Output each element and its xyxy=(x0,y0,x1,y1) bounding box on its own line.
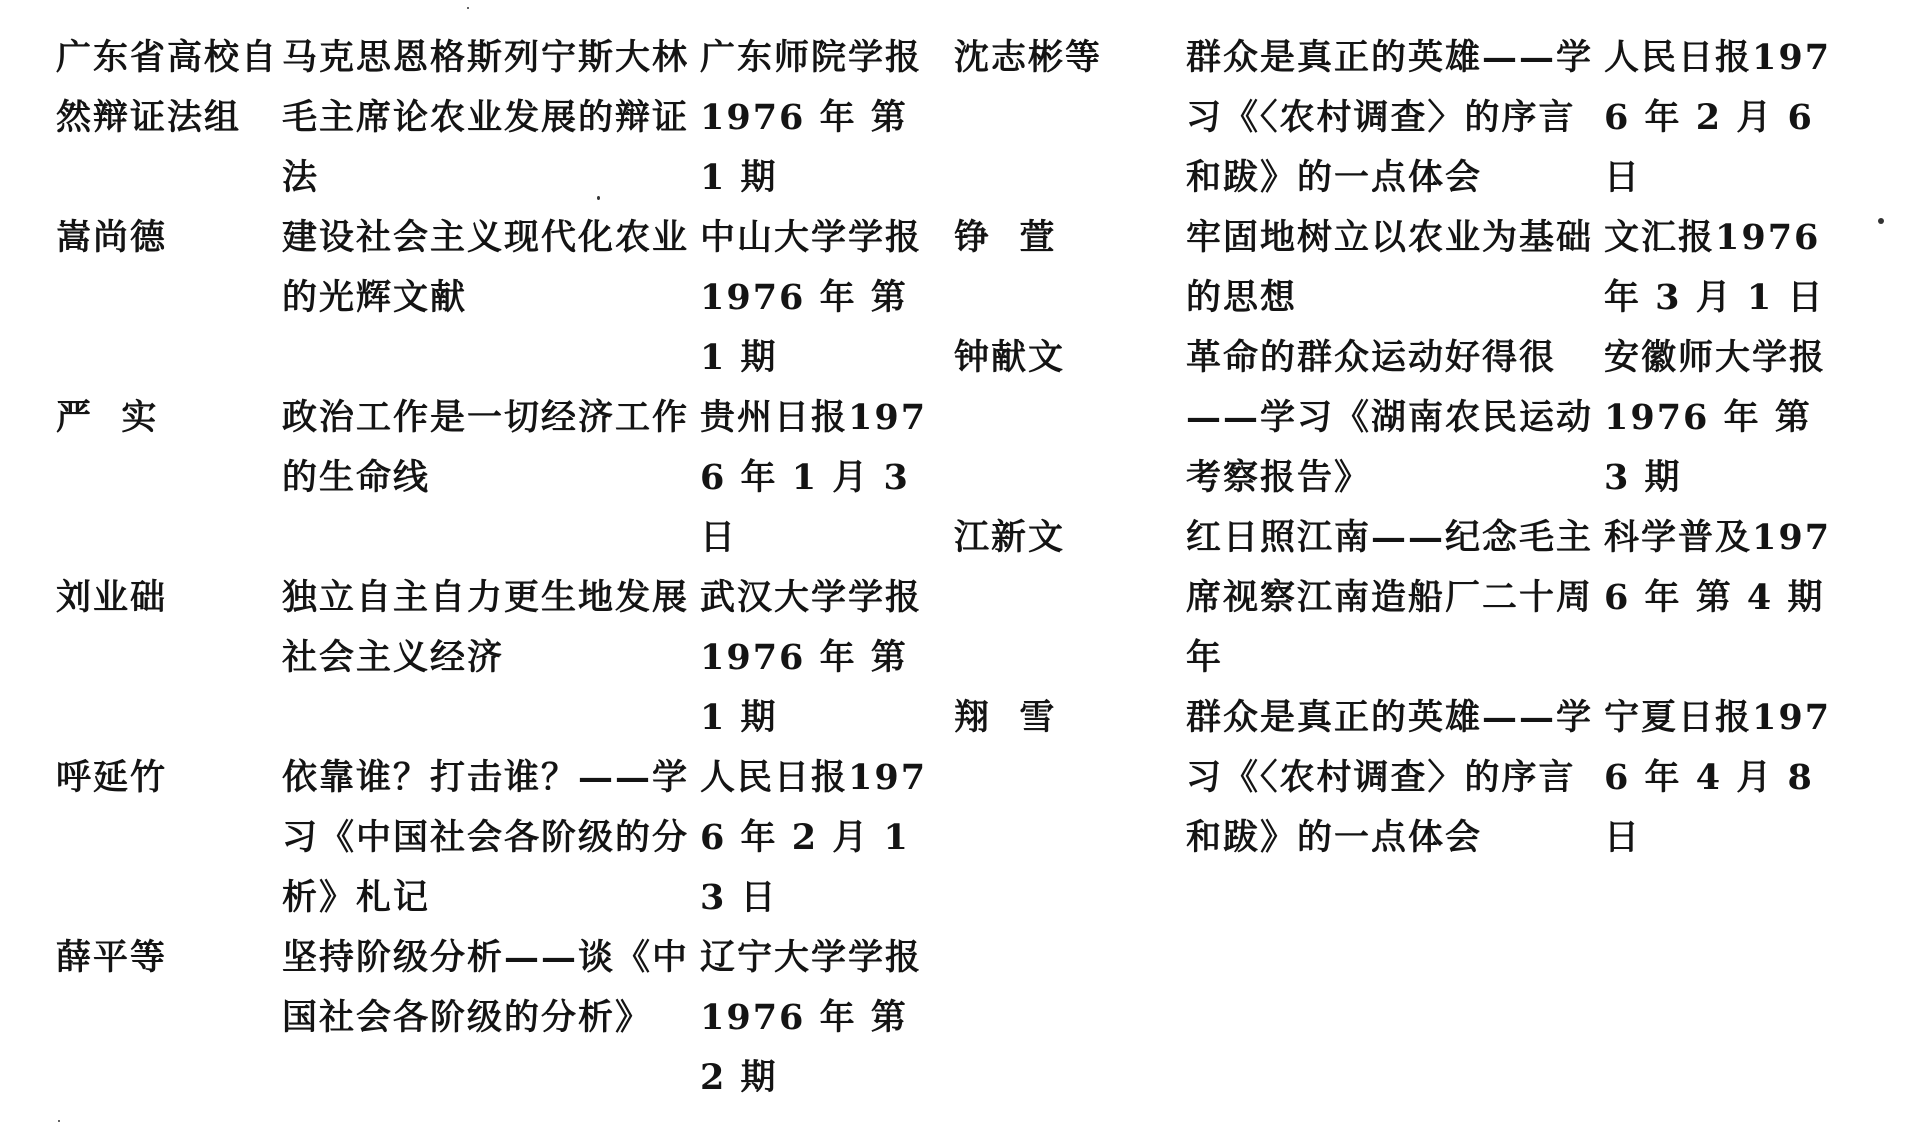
entry-author: 广东省高校自然辩证法组 xyxy=(56,37,279,138)
entry-title: 独立自主自力更生地发展社会主义经济 xyxy=(282,577,690,678)
entry-source: 人民日报1976 年 2 月 6 日 xyxy=(1604,37,1832,198)
entry-title: 依靠谁？打击谁？——学习《中国社会各阶级的分析》札记 xyxy=(282,757,690,918)
entry-source: 中山大学学报1976 年 第 1 期 xyxy=(700,217,923,378)
left-listing xyxy=(56,28,930,1108)
bibliography-entry xyxy=(954,208,1834,328)
entry-author: 翔 雪 xyxy=(954,697,1057,738)
bibliography-entry xyxy=(56,388,930,568)
entry-author: 铮 萱 xyxy=(954,217,1057,258)
entry-title: 政治工作是一切经济工作的生命线 xyxy=(282,397,690,498)
scan-speck xyxy=(1878,218,1884,224)
entry-author: 沈志彬等 xyxy=(954,37,1103,78)
entry-title: 群众是真正的英雄——学习《〈农村调查〉的序言和跋》的一点体会 xyxy=(1186,697,1594,858)
entry-source: 贵州日报1976 年 1 月 3 日 xyxy=(700,397,928,558)
bibliography-entry xyxy=(954,508,1834,688)
entry-title: 马克思恩格斯列宁斯大林毛主席论农业发展的辩证法 xyxy=(282,37,690,198)
entry-author: 呼延竹 xyxy=(56,757,168,798)
entry-title: 牢固地树立以农业为基础的思想 xyxy=(1186,217,1594,318)
bibliography-entry xyxy=(56,208,930,388)
entry-author: 严 实 xyxy=(56,397,159,438)
bibliography-entry xyxy=(954,328,1834,508)
entry-author: 钟献文 xyxy=(954,337,1066,378)
entry-author: 嵩尚德 xyxy=(56,217,168,258)
entry-title: 坚持阶级分析——谈《中国社会各阶级的分析》 xyxy=(282,937,690,1038)
bibliography-entry xyxy=(56,28,930,208)
scan-speck xyxy=(467,7,469,9)
entry-author: 刘业础 xyxy=(56,577,168,618)
bibliography-entry xyxy=(56,928,930,1108)
entry-source: 辽宁大学学报1976 年 第 2 期 xyxy=(700,937,923,1098)
entry-source: 武汉大学学报1976 年 第 1 期 xyxy=(700,577,923,738)
bibliography-entry xyxy=(954,28,1834,208)
entry-source: 宁夏日报1976 年 4 月 8 日 xyxy=(1604,697,1832,858)
bibliography-entry xyxy=(954,688,1834,868)
entry-author: 薛平等 xyxy=(56,937,168,978)
entry-title: 建设社会主义现代化农业的光辉文献 xyxy=(282,217,690,318)
entry-source: 人民日报1976 年 2 月 13 日 xyxy=(700,757,928,918)
right-listing xyxy=(954,28,1834,868)
scan-speck xyxy=(597,196,600,200)
entry-author: 江新文 xyxy=(954,517,1066,558)
entry-source: 广东师院学报1976 年 第 1 期 xyxy=(700,37,923,198)
entry-source: 文汇报1976 年 3 月 1 日 xyxy=(1604,217,1835,318)
entry-title: 革命的群众运动好得很——学习《湖南农民运动考察报告》 xyxy=(1186,337,1594,498)
bibliography-entry xyxy=(56,568,930,748)
scan-speck xyxy=(58,1120,60,1122)
entry-source: 安徽师大学报1976 年 第 3 期 xyxy=(1604,337,1827,498)
entry-title: 红日照江南——纪念毛主席视察江南造船厂二十周年 xyxy=(1186,517,1594,678)
entry-title: 群众是真正的英雄——学习《〈农村调查〉的序言和跋》的一点体会 xyxy=(1186,37,1594,198)
entry-source: 科学普及1976 年 第 4 期 xyxy=(1604,517,1832,618)
bibliography-entry xyxy=(56,748,930,928)
